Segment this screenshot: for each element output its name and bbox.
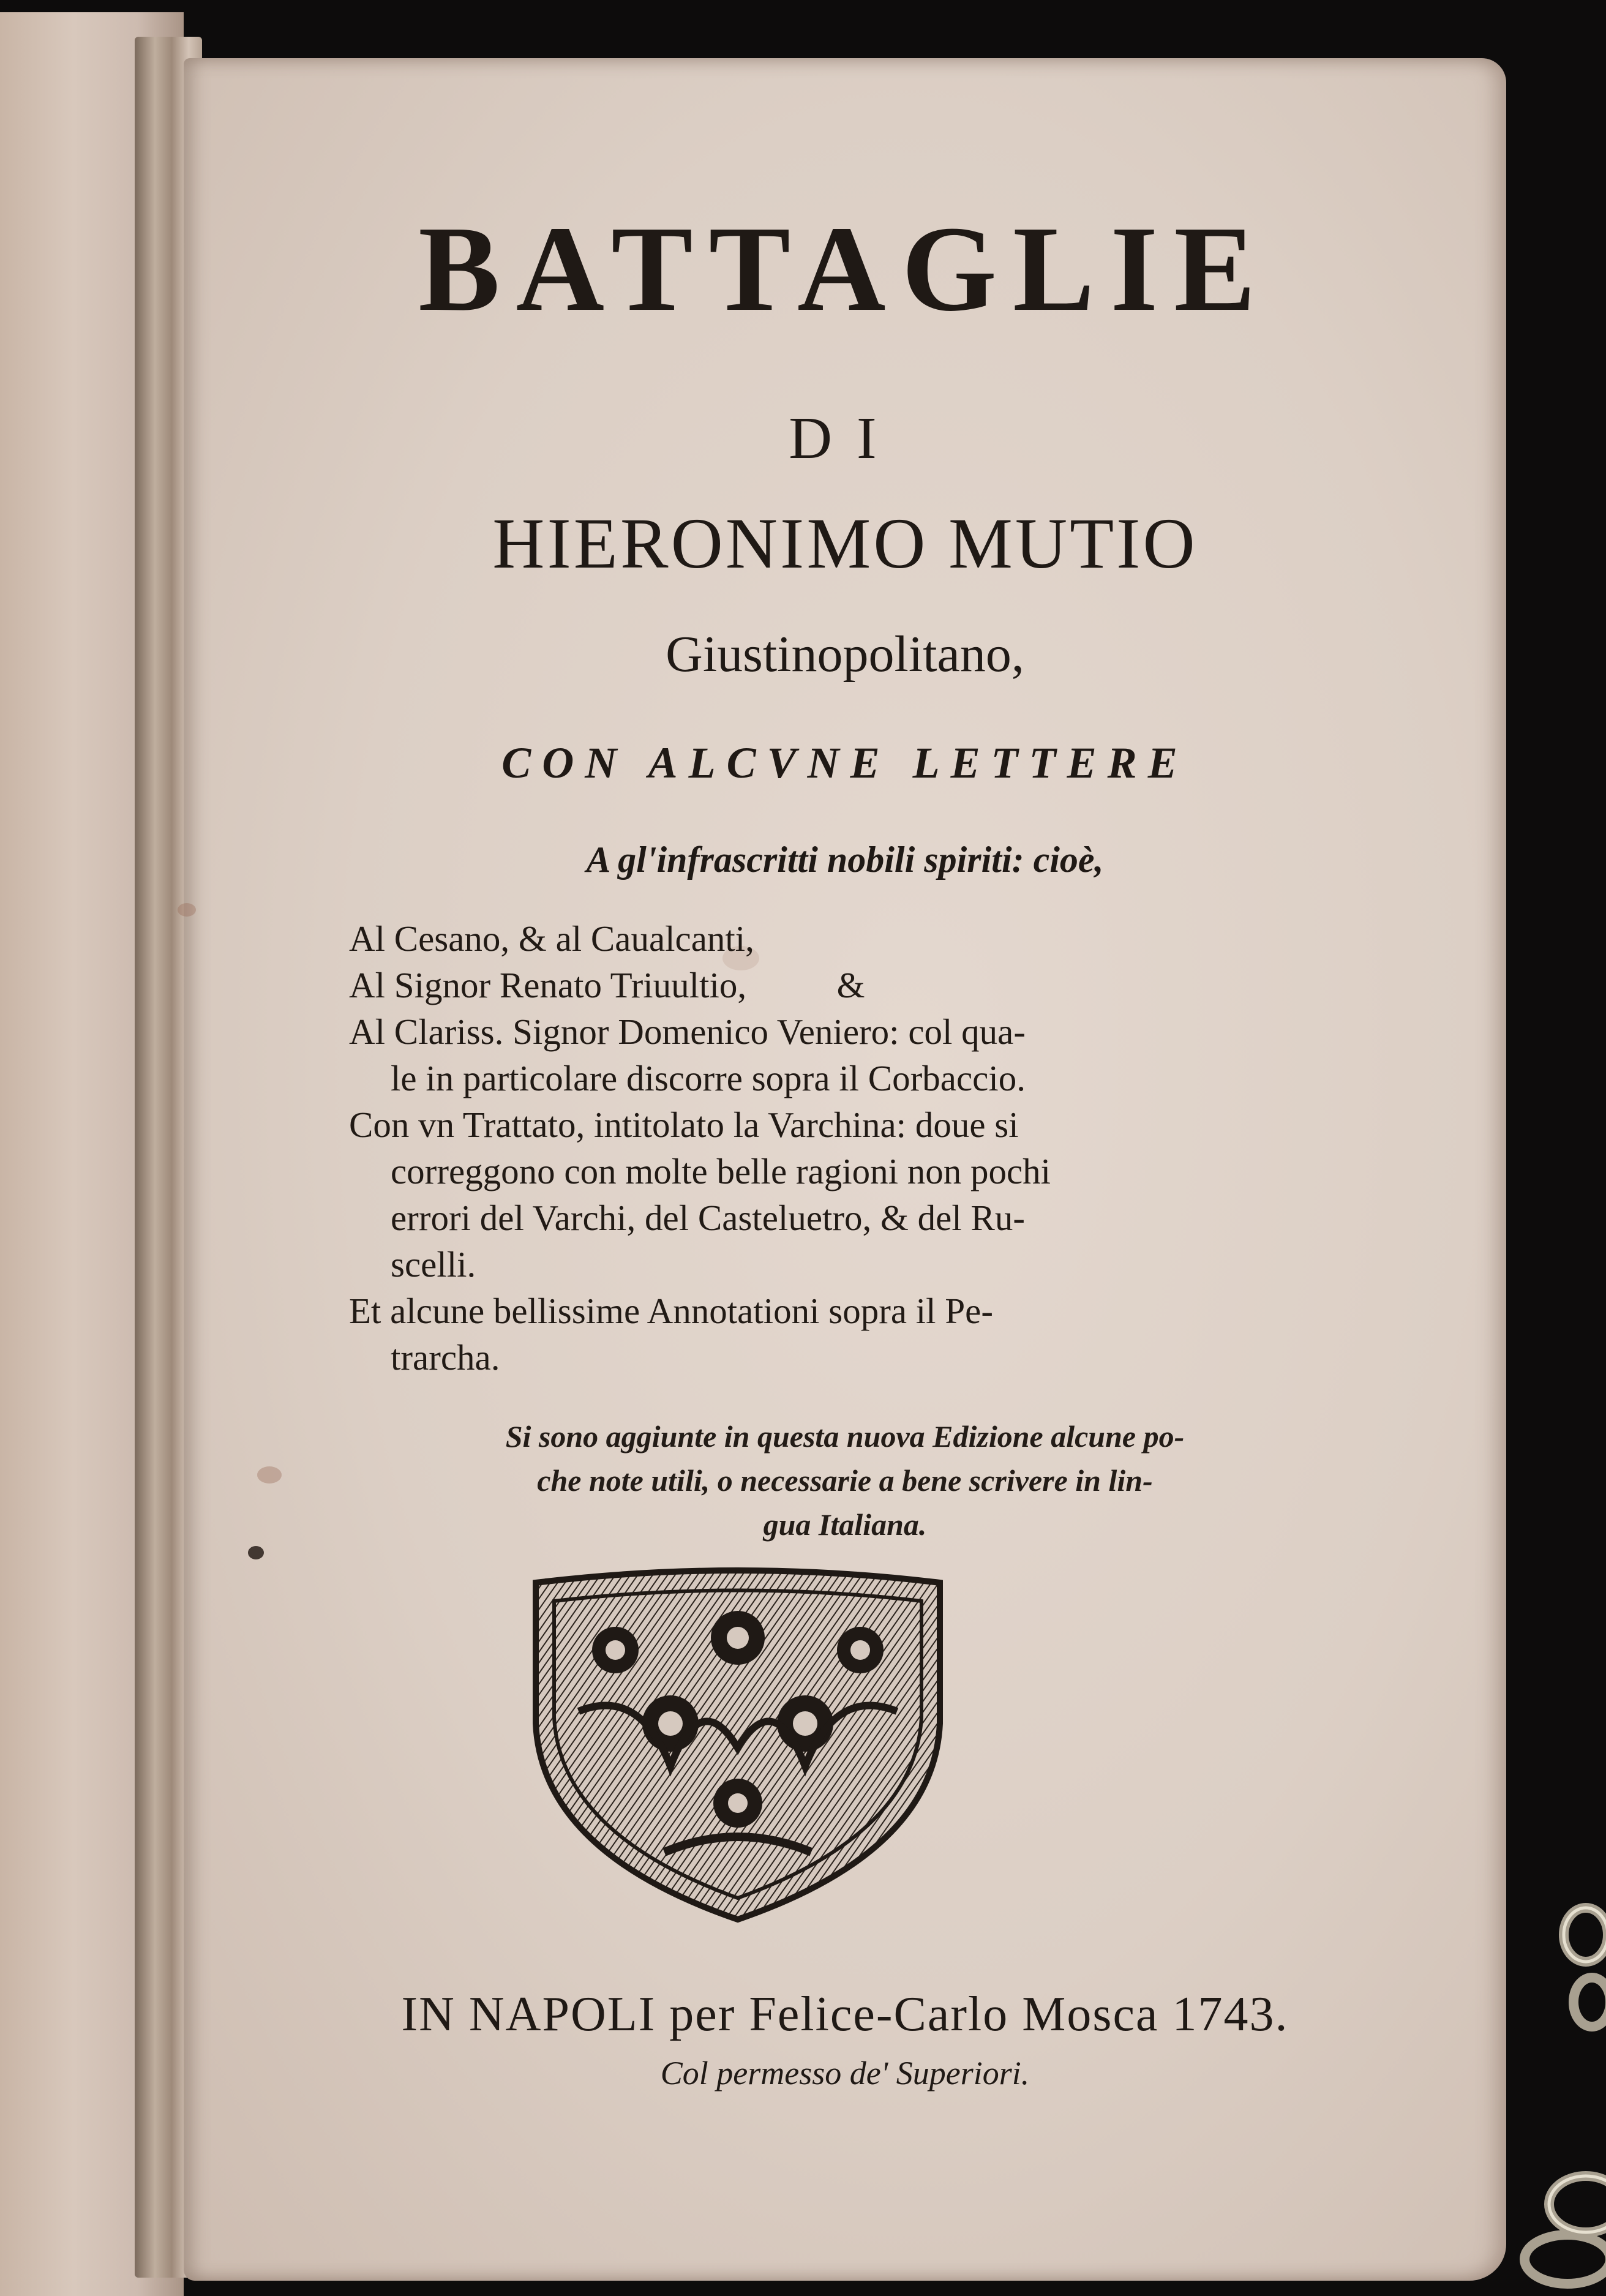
foxing-spot (178, 903, 196, 917)
contents-line: errori del Varchi, del Casteluetro, & del Ru- (391, 1198, 1026, 1238)
printers-ornament (517, 1564, 958, 1932)
contents-line: scelli. (391, 1244, 476, 1285)
metal-clasp (1494, 1898, 1606, 2296)
edition-note (184, 1414, 1506, 1547)
note-line: che note utili, o necessarie a bene scrivere in lin- (537, 1463, 1153, 1498)
letters-heading: CON ALCVNE LETTERE (501, 738, 1188, 787)
contents-line: Al Signor Renato Triuultio, & (349, 965, 865, 1005)
contents-line: le in particolare discorre sopra il Corbaccio. (391, 1058, 1026, 1098)
author-origin: Giustinopolitano, (666, 626, 1024, 683)
title-di: DI (789, 405, 901, 471)
title-page (184, 58, 1506, 2281)
contents-line: Con vn Trattato, intitolato la Varchina: doue si (349, 1105, 1019, 1145)
note-line: gua Italiana. (763, 1507, 927, 1542)
contents-list (349, 915, 1427, 1381)
contents-line: correggono con molte belle ragioni non pochi (391, 1151, 1051, 1191)
author-name: HIERONIMO MUTIO (492, 503, 1198, 583)
imprint: IN NAPOLI per Felice-Carlo Mosca 1743. (401, 1987, 1289, 2041)
book-title: BATTAGLIE (418, 201, 1272, 337)
contents-line: trarcha. (391, 1337, 500, 1378)
contents-line: Al Clariss. Signor Domenico Veniero: col qua- (349, 1011, 1026, 1052)
license-note: Col permesso de' Superiori. (660, 2055, 1030, 2092)
contents-line: Et alcune bellissime Annotationi sopra il Pe- (349, 1291, 993, 1331)
contents-line: Al Cesano, & al Caualcanti, (349, 918, 754, 959)
ink-spot (248, 1546, 264, 1559)
addressees-intro: A gl'infrascritti nobili spiriti: cioè, (586, 839, 1104, 880)
note-line: Si sono aggiunte in questa nuova Edizione alcune po- (505, 1419, 1185, 1454)
